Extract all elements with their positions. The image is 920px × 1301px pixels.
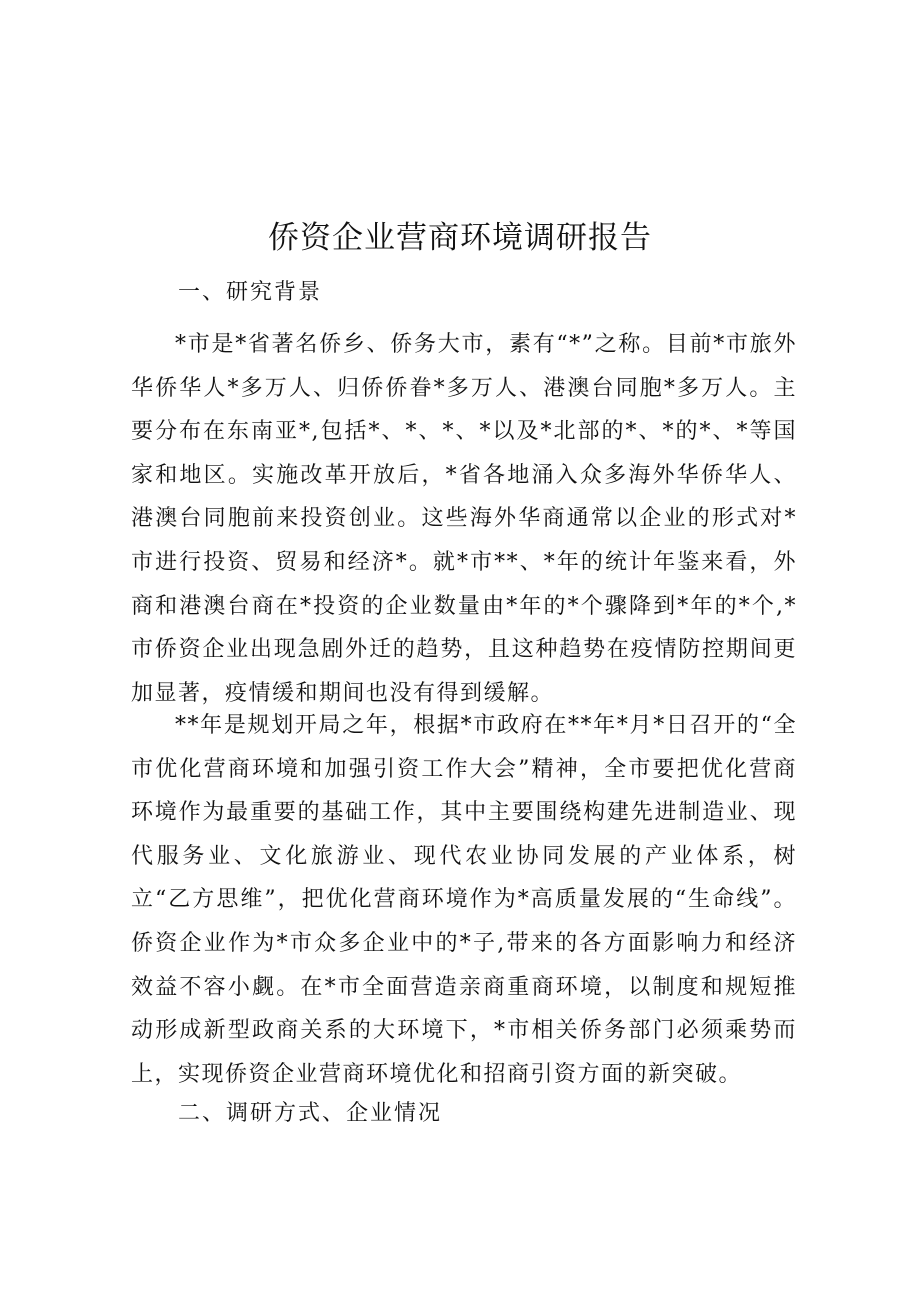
section-heading-background: 一、研究背景	[178, 280, 323, 305]
paragraph-background-1: *市是*省著名侨乡、侨务大市，素有“*”之称。目前*市旅外华侨华人*多万人、归侨侨眷*多万人、港澳台同胞*多万人。主要分布在东南亚*,包括*、*、*、*以及*北部的*、*的*、*等国家和地区。实施改革开放后，*省各地涌入众多海外华侨华人、港澳台同胞前来投资创业。这些海外华商通常以企业的形式对*市进行投资、贸易和经济*。就*市**、*年的统计年鉴来看，外商和港澳台商在*投资的企业数量由*年的*个骤降到*年的*个,*市侨资企业出现急剧外迁的趋势，且这种趋势在疫情防控期间更加显著，疫情缓和期间也没有得到缓解。	[131, 332, 797, 706]
document-title: 侨资企业营商环境调研报告	[268, 220, 652, 256]
paragraph-background-2: **年是规划开局之年，根据*市政府在**年*月*日召开的“全市优化营商环境和加强引资工作大会”精神，全市要把优化营商环境作为最重要的基础工作，其中主要围绕构建先进制造业、现代服务业、文化旅游业、现代农业协同发展的产业体系，树立“乙方思维”，把优化营商环境作为*高质量发展的“生命线”。侨资企业作为*市众多企业中的*子,带来的各方面影响力和经济效益不容小觑。在*市全面营造亲商重商环境，以制度和规短推动形成新型政商关系的大环境下，*市相关侨务部门必须乘势而上，实现侨资企业营商环境优化和招商引资方面的新突破。	[131, 713, 797, 1087]
section-heading-methods: 二、调研方式、企业情况	[178, 1101, 443, 1126]
